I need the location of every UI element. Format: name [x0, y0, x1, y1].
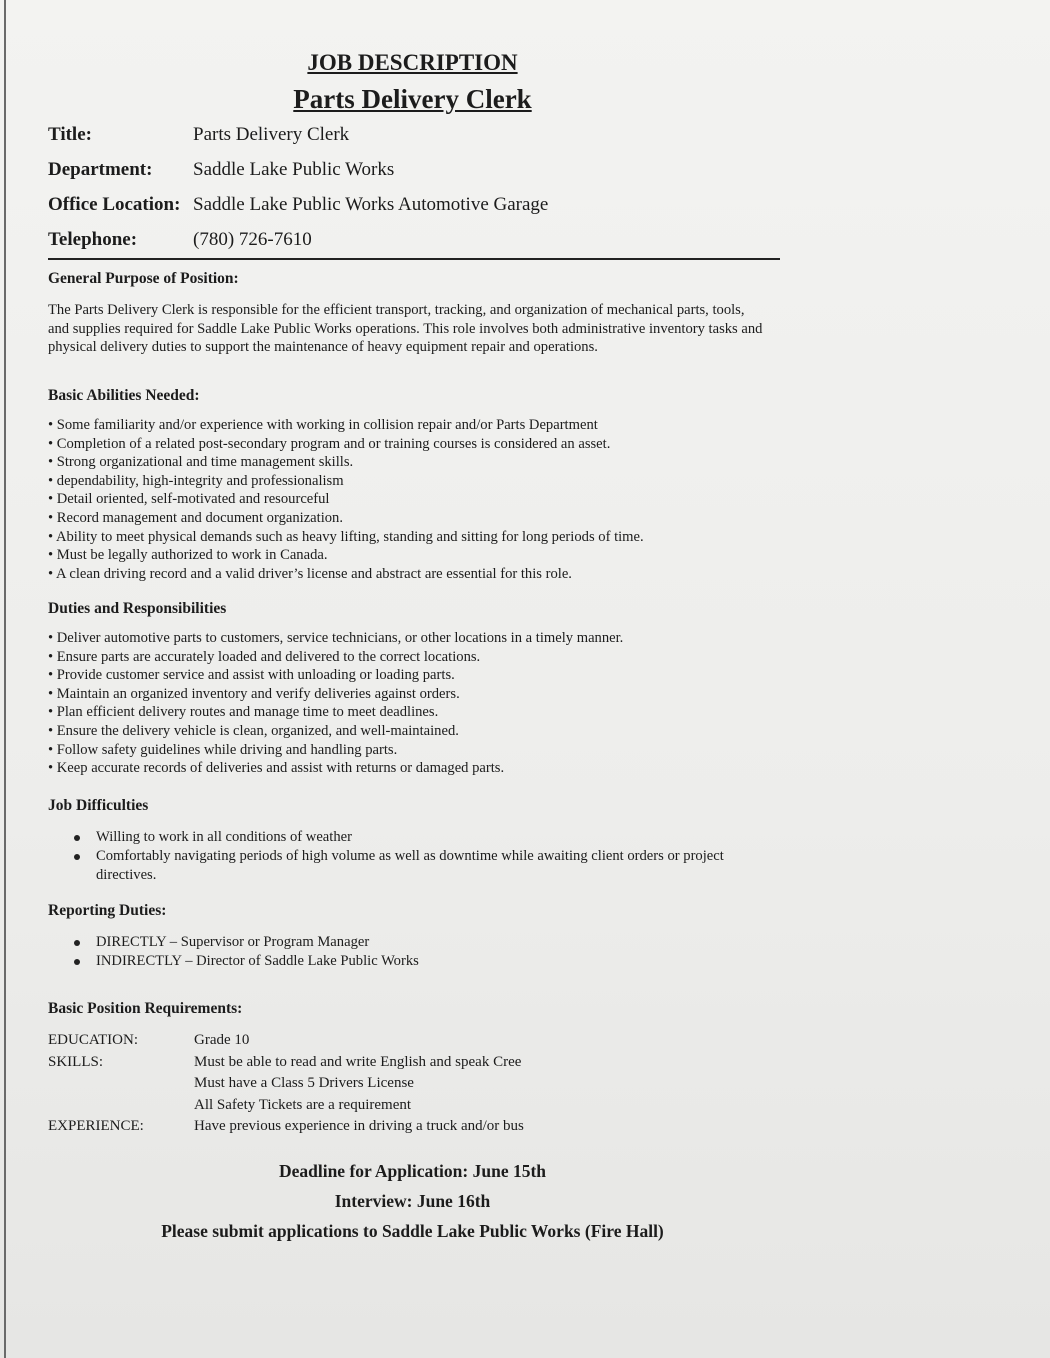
list-item: • A clean driving record and a valid driver’s license and abstract are essential for this role.: [48, 565, 644, 584]
general-purpose-text: The Parts Delivery Clerk is responsible for the efficient transport, tracking, and organization of mechanical parts, tools, and supplies required for Saddle Lake Public Works operations. This role involves both administrative inventory tasks and physical delivery duties to support the maintenance of heavy equipment repair and operations.: [48, 302, 763, 355]
table-row: [48, 1030, 524, 1052]
info-row-telephone: [48, 229, 780, 260]
submission-instructions: Please submit applications to Saddle Lake Public Works (Fire Hall): [161, 1221, 664, 1241]
list-item: • Plan efficient delivery routes and manage time to meet deadlines.: [48, 703, 623, 722]
list-item: • Follow safety guidelines while driving and handling parts.: [48, 741, 623, 760]
info-value: Saddle Lake Public Works Automotive Garage: [193, 194, 549, 215]
list-item: • Completion of a related post-secondary program and or training courses is considered an asset.: [48, 435, 644, 454]
document-type-heading: JOB DESCRIPTION: [307, 50, 518, 75]
general-purpose-title: General Purpose of Position:: [48, 270, 239, 287]
list-item: • Ensure parts are accurately loaded and delivered to the correct locations.: [48, 648, 623, 667]
info-label: Telephone:: [48, 229, 138, 250]
info-value: Parts Delivery Clerk: [193, 124, 350, 145]
requirements-title: Basic Position Requirements:: [48, 1000, 243, 1017]
list-item: DIRECTLY – Supervisor or Program Manager: [72, 933, 762, 952]
list-item: • dependability, high-integrity and professionalism: [48, 472, 644, 491]
requirement-label: [48, 1095, 194, 1117]
list-item: • Record management and document organization.: [48, 509, 644, 528]
application-deadline: Deadline for Application: June 15th: [278, 1161, 547, 1181]
position-title-heading: Parts Delivery Clerk: [293, 84, 532, 114]
list-item: Comfortably navigating periods of high volume as well as downtime while awaiting client orders or project directives.: [72, 847, 762, 885]
requirements-table: [48, 1030, 524, 1138]
list-item: • Ability to meet physical demands such as heavy lifting, standing and sitting for long periods of time.: [48, 528, 644, 547]
abilities-title: Basic Abilities Needed:: [48, 387, 200, 404]
info-row-title: [48, 124, 780, 159]
list-item: • Some familiarity and/or experience with working in collision repair and/or Parts Department: [48, 416, 644, 435]
info-row-department: [48, 159, 780, 194]
info-label: Office Location:: [48, 194, 181, 215]
list-item: Willing to work in all conditions of weather: [72, 828, 762, 847]
abilities-list: [48, 416, 644, 583]
list-item: • Deliver automotive parts to customers, service technicians, or other locations in a timely manner.: [48, 629, 623, 648]
requirement-value: Grade 10: [194, 1032, 250, 1048]
requirement-label: EDUCATION:: [48, 1032, 138, 1048]
info-label: Department:: [48, 159, 153, 180]
info-label: Title:: [48, 124, 92, 145]
scan-edge-line: [4, 0, 6, 1358]
info-value: Saddle Lake Public Works: [193, 159, 395, 180]
requirement-label: EXPERIENCE:: [48, 1118, 144, 1134]
list-item: • Ensure the delivery vehicle is clean, organized, and well-maintained.: [48, 722, 623, 741]
requirement-value: All Safety Tickets are a requirement: [194, 1096, 412, 1113]
list-item: • Maintain an organized inventory and verify deliveries against orders.: [48, 685, 623, 704]
table-row: [48, 1073, 524, 1095]
table-row: [48, 1052, 524, 1074]
requirement-value: Have previous experience in driving a truck and/or bus: [194, 1118, 524, 1134]
table-row: [48, 1116, 524, 1138]
reporting-title: Reporting Duties:: [48, 902, 167, 919]
info-value: (780) 726-7610: [193, 229, 312, 250]
job-info-table: [48, 124, 780, 260]
duties-title: Duties and Responsibilities: [48, 600, 227, 617]
interview-date: Interview: June 16th: [334, 1191, 491, 1211]
requirement-label: SKILLS:: [48, 1053, 104, 1070]
requirement-label: [48, 1073, 194, 1095]
list-item: • Provide customer service and assist with unloading or loading parts.: [48, 666, 623, 685]
list-item: • Keep accurate records of deliveries and assist with returns or damaged parts.: [48, 759, 623, 778]
difficulties-title: Job Difficulties: [48, 797, 149, 814]
requirement-value: Must have a Class 5 Drivers License: [194, 1075, 414, 1091]
list-item: INDIRECTLY – Director of Saddle Lake Public Works: [72, 952, 762, 971]
list-item: • Detail oriented, self-motivated and resourceful: [48, 490, 644, 509]
duties-list: [48, 629, 623, 778]
info-row-office-location: [48, 194, 780, 229]
reporting-list: [72, 933, 762, 971]
difficulties-list: [72, 828, 762, 885]
list-item: • Must be legally authorized to work in Canada.: [48, 546, 644, 565]
requirement-value: Must be able to read and write English and speak Cree: [194, 1053, 522, 1070]
table-row: [48, 1095, 524, 1117]
list-item: • Strong organizational and time management skills.: [48, 453, 644, 472]
